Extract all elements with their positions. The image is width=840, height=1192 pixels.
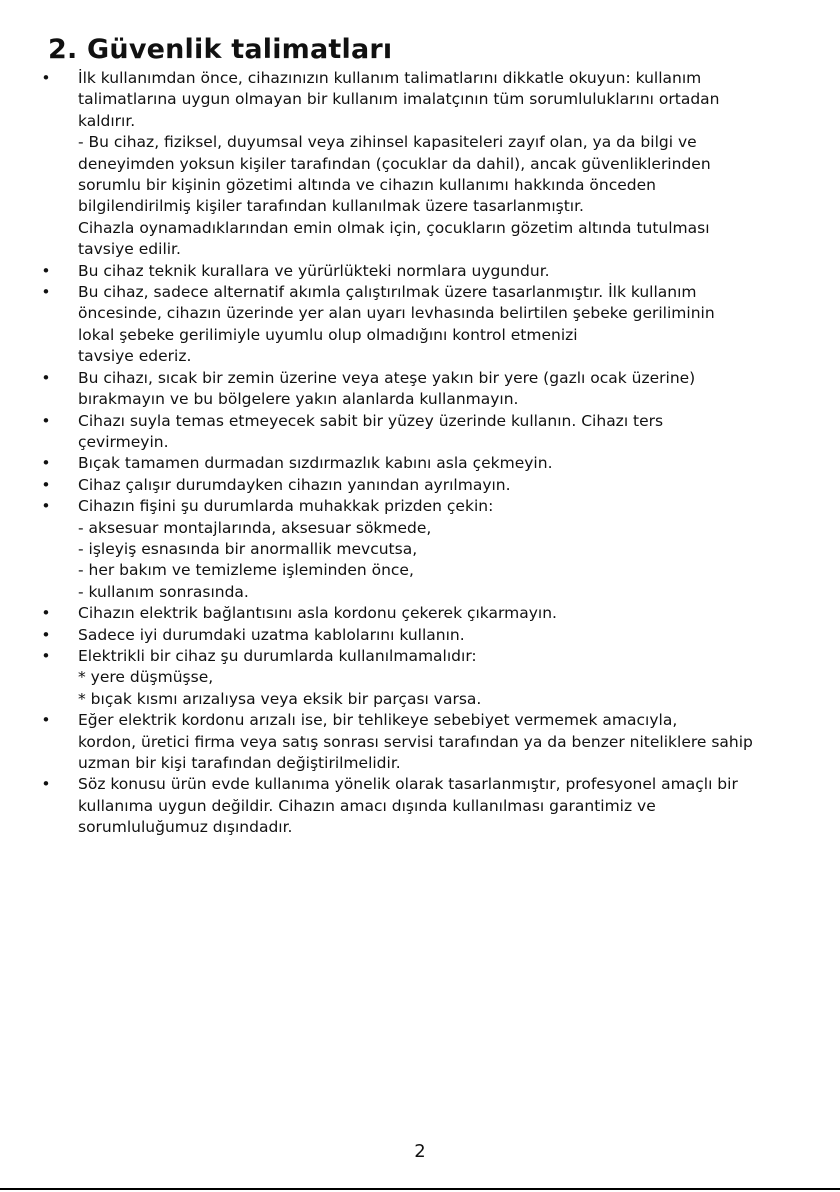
- text-line: öncesinde, cihazın üzerinde yer alan uyarı levhasında belirtilen şebeke geriliminin: [78, 304, 715, 323]
- page-number: 2: [414, 1141, 426, 1162]
- text-line: Eğer elektrik kordonu arızalı ise, bir tehlikeye sebebiyet vermemek amacıyla,: [78, 711, 678, 730]
- text-line: Bu cihazı, sıcak bir zemin üzerine veya ateşe yakın bir yere (gazlı ocak üzerine): [78, 368, 696, 387]
- bullet-icon: •: [41, 625, 51, 644]
- text-line: Elektrikli bir cihaz şu durumlarda kullanılmamalıdır:: [78, 646, 477, 665]
- bullet-icon: •: [41, 411, 51, 430]
- text-line: deneyimden yoksun kişiler tarafından (çocuklar da dahil), ancak güvenliklerinden: [78, 154, 711, 173]
- text-line: kordon, üretici firma veya satış sonrası servisi tarafından ya da benzer niteliklere sahip: [78, 732, 753, 751]
- text-line: * bıçak kısmı arızalıysa veya eksik bir parçası varsa.: [78, 689, 482, 708]
- text-line: - kullanım sonrasında.: [78, 582, 249, 601]
- bullet-icon: •: [41, 454, 51, 473]
- text-line: bilgilendirilmiş kişiler tarafından kullanılmak üzere tasarlanmıştır.: [78, 197, 584, 216]
- bullet-icon: •: [41, 475, 51, 494]
- text-line: Cihazla oynamadıklarından emin olmak için, çocukların gözetim altında tutulması: [78, 218, 710, 237]
- text-line: İlk kullanımdan önce, cihazınızın kullanım talimatlarını dikkatle okuyun: kullanım: [78, 69, 702, 87]
- text-line: - Bu cihaz, fiziksel, duyumsal veya zihinsel kapasiteleri zayıf olan, ya da bilgi ve: [78, 133, 697, 152]
- bullet-icon: •: [41, 368, 51, 387]
- text-line: Bu cihaz teknik kurallara ve yürürlükteki normlara uygundur.: [78, 261, 550, 280]
- text-line: kaldırır.: [78, 111, 136, 130]
- text-line: tavsiye edilir.: [78, 240, 181, 259]
- list-item: [41, 646, 788, 710]
- bottom-divider: [0, 1188, 840, 1190]
- text-line: Cihazın elektrik bağlantısını asla kordonu çekerek çıkarmayın.: [78, 604, 557, 623]
- list-item: [41, 603, 788, 624]
- page-title: 2. Güvenlik talimatları: [48, 34, 393, 65]
- text-line: tavsiye ederiz.: [78, 347, 192, 366]
- text-line: Cihazı suyla temas etmeyecek sabit bir yüzey üzerinde kullanın. Cihazı ters: [78, 411, 664, 430]
- list-item: [41, 774, 788, 838]
- text-line: - işleyiş esnasında bir anormallik mevcutsa,: [78, 539, 418, 558]
- list-item: [41, 261, 788, 282]
- bullet-icon: •: [41, 604, 51, 623]
- bullet-icon: •: [41, 69, 51, 87]
- text-line: Bıçak tamamen durmadan sızdırmazlık kabını asla çekmeyin.: [78, 454, 553, 473]
- bullet-icon: •: [41, 261, 51, 280]
- list-item: [41, 68, 788, 261]
- bullet-icon: •: [41, 283, 51, 302]
- list-item: [41, 475, 788, 496]
- text-line: kullanıma uygun değildir. Cihazın amacı dışında kullanılması garantimiz ve: [78, 796, 656, 815]
- bullet-icon: •: [41, 711, 51, 730]
- text-line: bırakmayın ve bu bölgelere yakın alanlarda kullanmayın.: [78, 390, 519, 409]
- text-line: * yere düşmüşse,: [78, 668, 214, 687]
- text-line: Bu cihaz, sadece alternatif akımla çalıştırılmak üzere tasarlanmıştır. İlk kullanım: [78, 283, 697, 302]
- text-line: Söz konusu ürün evde kullanıma yönelik olarak tasarlanmıştır, profesyonel amaçlı bir: [78, 775, 738, 794]
- bullet-icon: •: [41, 497, 51, 516]
- list-item: [41, 282, 788, 368]
- list-item: [41, 453, 788, 474]
- text-line: - her bakım ve temizleme işleminden önce,: [78, 561, 414, 580]
- text-line: sorumluluğumuz dışındadır.: [78, 818, 293, 837]
- list-item: [41, 496, 788, 603]
- bullet-icon: •: [41, 775, 51, 794]
- list-item: [41, 625, 788, 646]
- text-line: lokal şebeke gerilimiyle uyumlu olup olmadığını kontrol etmenizi: [78, 325, 578, 344]
- text-line: - aksesuar montajlarında, aksesuar sökmede,: [78, 518, 432, 537]
- list-item: [41, 411, 788, 454]
- text-line: Cihaz çalışır durumdayken cihazın yanından ayrılmayın.: [78, 475, 511, 494]
- text-line: çevirmeyin.: [78, 432, 169, 451]
- text-line: uzman bir kişi tarafından değiştirilmelidir.: [78, 754, 401, 772]
- text-line: Sadece iyi durumdaki uzatma kablolarını kullanın.: [78, 625, 465, 644]
- safety-instructions-list: [41, 68, 788, 839]
- text-line: Cihazın fişini şu durumlarda muhakkak prizden çekin:: [78, 497, 494, 516]
- bullet-icon: •: [41, 646, 51, 665]
- list-item: [41, 710, 788, 774]
- text-line: sorumlu bir kişinin gözetimi altında ve cihazın kullanımı hakkında önceden: [78, 176, 656, 195]
- list-item: [41, 368, 788, 411]
- text-line: talimatlarına uygun olmayan bir kullanım imalatçının tüm sorumluluklarını ortadan: [78, 90, 720, 109]
